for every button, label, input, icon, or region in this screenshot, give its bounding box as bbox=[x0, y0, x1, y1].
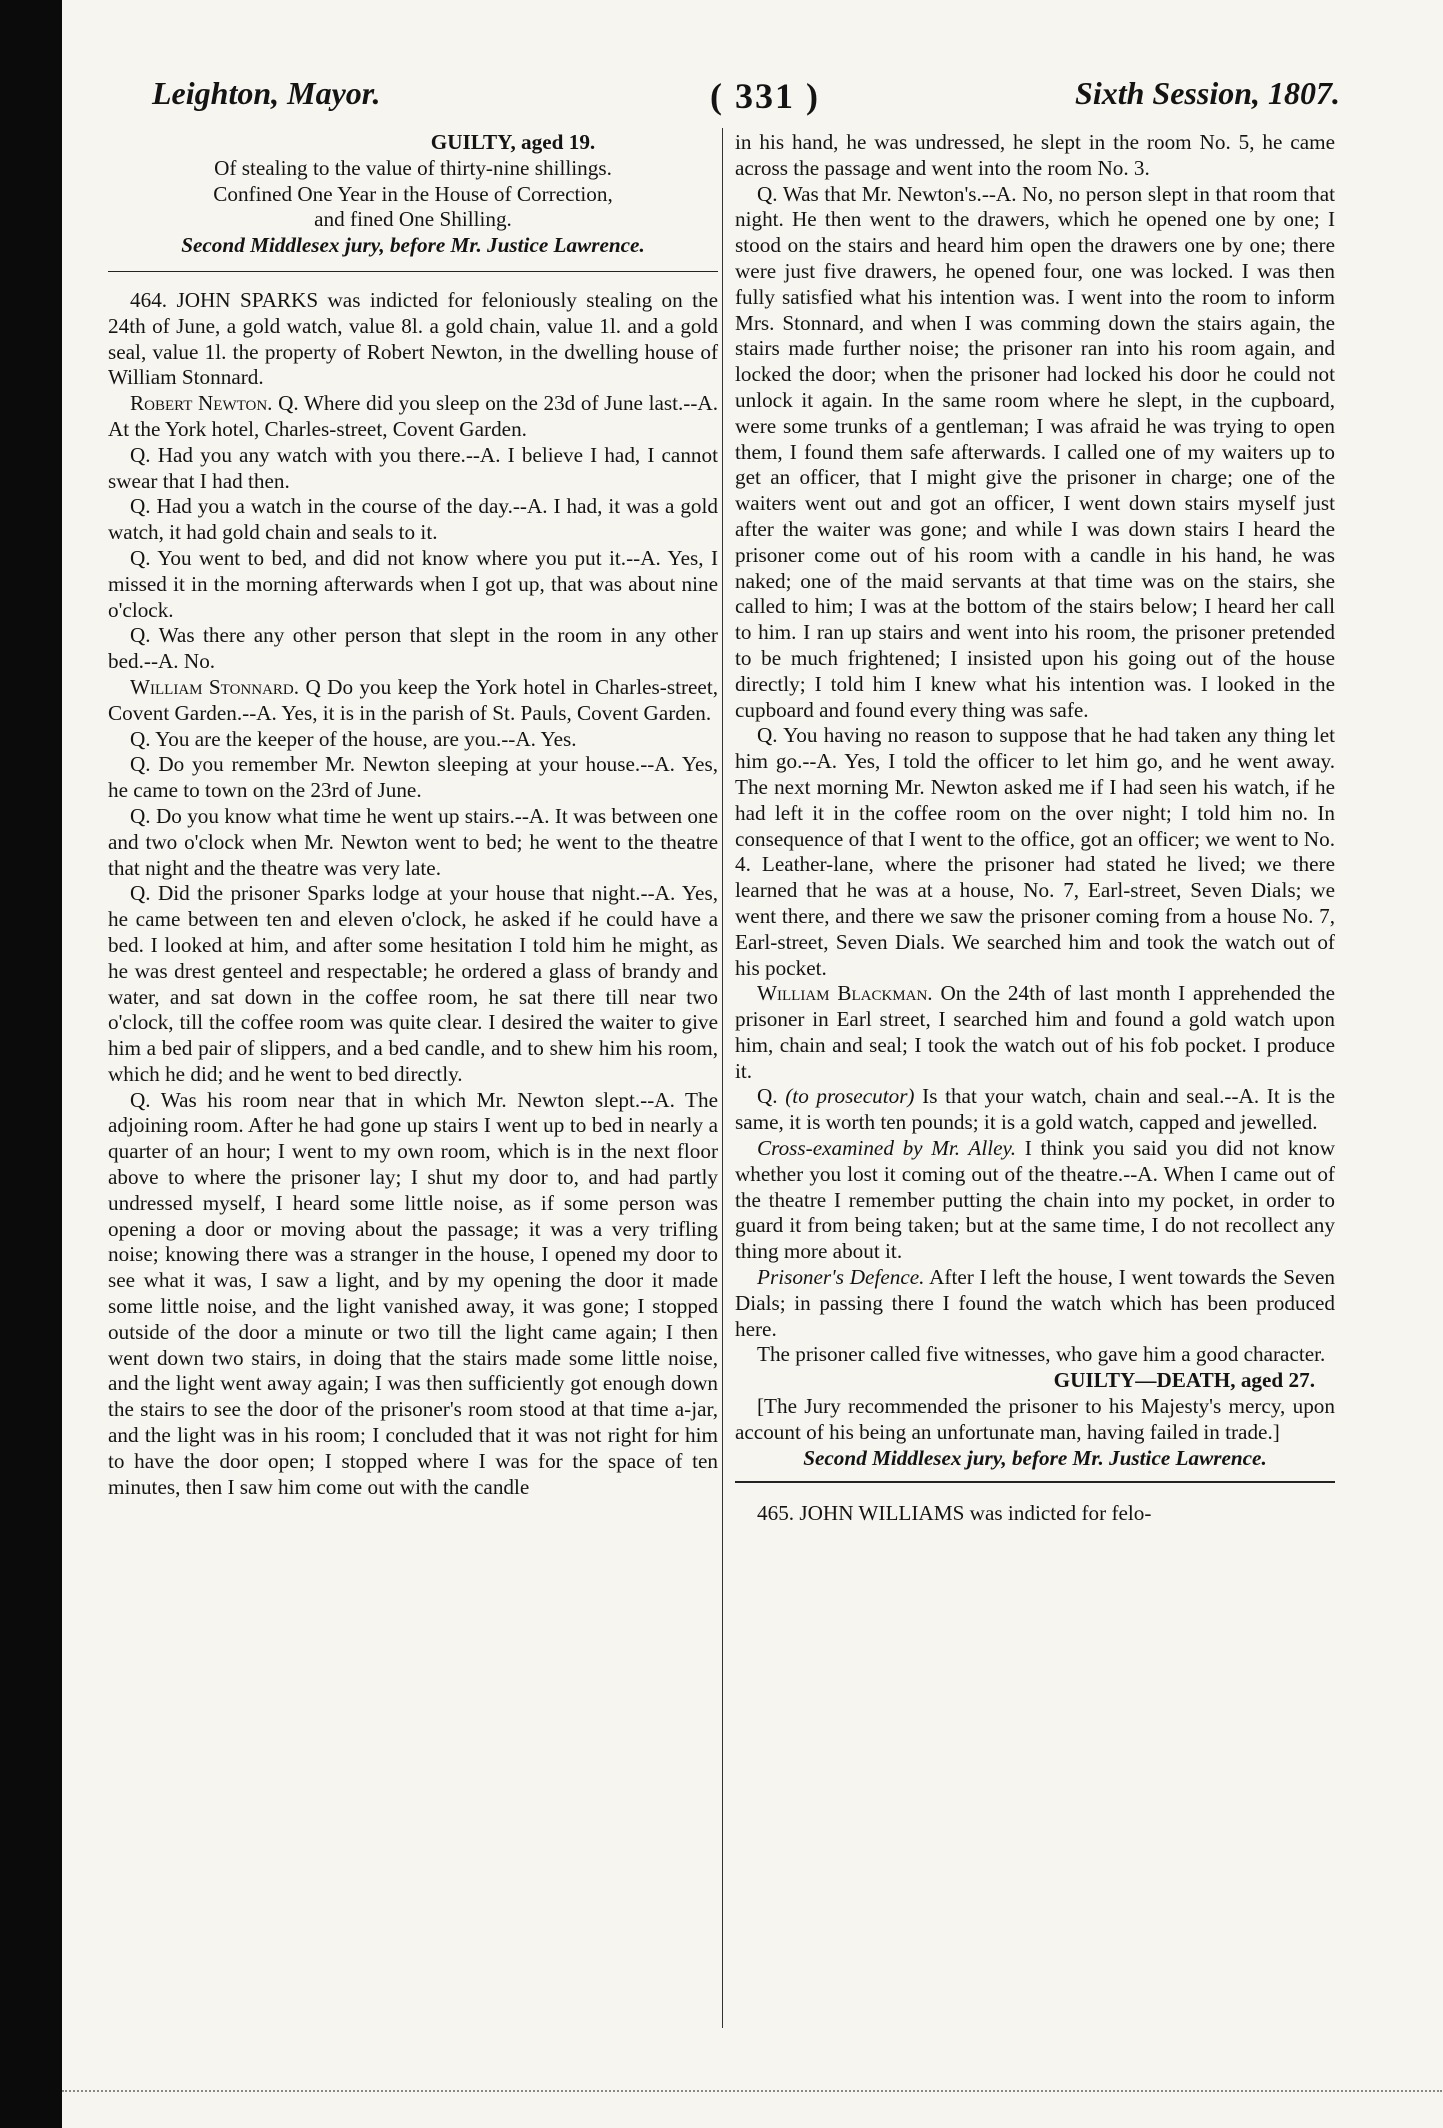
header-mayor: Leighton, Mayor. bbox=[152, 75, 381, 111]
prosecutor-question bbox=[735, 1084, 1335, 1136]
cross-examination-label: Cross-examined by Mr. Alley. bbox=[757, 1136, 1017, 1161]
case-separator bbox=[735, 1481, 1335, 1483]
left-column bbox=[108, 130, 718, 1500]
case-465-indictment: 465. JOHN WILLIAMS was indicted for felo- bbox=[757, 1501, 1152, 1526]
testimony-paragraph: Q. Was there any other person that slept in the room in any other bed.--A. No. bbox=[108, 623, 718, 674]
testimony-paragraph: Q. Do you know what time he went up stairs.--A. It was between one and two o'clock when Mr. Newton went to bed; he went to the theatre that night and the theatre was very late. bbox=[108, 803, 718, 880]
testimony-text: Q Do you keep the York hotel in Charles-street, Covent Garden.--A. Yes, it is in the parish of St. Pauls, Covent Garden. bbox=[108, 674, 719, 725]
testimony-paragraph: Q. You are the keeper of the house, are you.--A. Yes. bbox=[130, 726, 577, 751]
cross-examination bbox=[735, 1136, 1335, 1265]
jury-recommendation: [The Jury recommended the prisoner to his Majesty's mercy, upon account of his being an unfortunate man, having failed in trade.] bbox=[735, 1394, 1335, 1444]
testimony-paragraph: Q. You went to bed, and did not know where you put it.--A. Yes, I missed it in the morning afterwards when I got up, that was about nine o'clock. bbox=[108, 545, 718, 622]
testimony-paragraph: Q. Had you a watch in the course of the day.--A. I had, it was a gold watch, it had gold chain and seals to it. bbox=[108, 494, 718, 545]
case-separator bbox=[108, 271, 718, 272]
testimony-text: I think you said you did not know whether you lost it coming out of the theatre.--A. When I came out of the theatre I remember putting the chain into my pocket, in order to guard it from being taken; but at the same time, I do not recollect any thing more about it. bbox=[735, 1136, 1335, 1264]
testimony-text: On the 24th of last month I apprehended the prisoner in Earl street, I searched him and found a gold watch upon him, chain and seal; I took the watch out of his fob pocket. I produce it. bbox=[735, 981, 1336, 1083]
page-bottom-edge bbox=[62, 2090, 1442, 2102]
stonnard-testimony-start bbox=[108, 675, 718, 727]
testimony-paragraph: Q. Was his room near that in which Mr. Newton slept.--A. The adjoining room. After he had gone up stairs I went up to bed in nearly a quarter of an hour; I went to my own room, which is in the next floor above to where the prisoner lay; I shut my door to, and had partly undressed myself, I heard some little noise, as if some person was opening a door or moving about the passage; it was a very trifling noise; knowing there was a stranger in the house, I opened my door to see what it was, I saw a light, and by my opening the door it made some little noise, and the light vanished away, it was gone; I stopped outside of the door a minute or two till the light came again; I then went down two stairs, in doing that the stairs made some little noise, and the light went away again; I was then sufficiently got enough down the stairs to see the door of the prisoner's room stood at that time a-jar, and the light was in his room; I concluded that it was not right for him to have the door open; I stopped where I was for the space of ten minutes, then I saw him come out with the candle bbox=[108, 1087, 718, 1499]
testimony-paragraph: Q. Was that Mr. Newton's.--A. No, no person slept in that room that night. He then went to the drawers, which he opened one by one; I stood on the stairs and heard him open the drawers one by one; there were just five drawers, he opened four, one was locked. I was then fully satisfied what his intention was. I went into the room to inform Mrs. Stonnard, and when I was comming down the stairs again, the stairs made further noise; the prisoner ran into his room again, and locked the door; when the prisoner had locked his door he could not unlock it again. In the same room where he slept, in the cupboard, were some trunks of a gentleman; I was afraid he was trying to open them, I found them safe afterwards. I called one of my waiters up to get an officer, that I might give the prisoner in charge; one of the waiters went out and got an officer, I went down stairs myself just after the waiter was gone; and while I was down stairs I heard the prisoner come out of his room with a candle in his hand, he was naked; one of the maid servants at that time was on the stairs, she called to him; I was at the bottom of the stairs below; I heard her call to him. I ran up stairs and went into his room, the prisoner pretended to be much frightened; I insisted upon his going out of the house directly; I told him I knew what his intention was. I looked in the cupboard and found every thing was safe. bbox=[735, 181, 1335, 722]
question-marker: Q. bbox=[757, 1084, 778, 1109]
verdict: GUILTY—DEATH, aged 27. bbox=[1053, 1368, 1315, 1393]
prisoner-defence bbox=[735, 1265, 1335, 1342]
testimony-paragraph: Q. Do you remember Mr. Newton sleeping at your house.--A. Yes, he came to town on the 23rd of June. bbox=[108, 752, 718, 803]
page-number: ( 331 ) bbox=[710, 76, 820, 116]
question-addressee: (to prosecutor) bbox=[785, 1084, 915, 1109]
previous-sentence: Confined One Year in the House of Correction, bbox=[213, 181, 613, 206]
jury-line: Second Middlesex jury, before Mr. Justice Lawrence. bbox=[803, 1445, 1267, 1470]
witness-name: William Stonnard. bbox=[130, 674, 300, 699]
column-divider bbox=[722, 128, 723, 2028]
testimony-text: Is that your watch, chain and seal.--A. It is the same, it is worth ten pounds; it is a gold watch, capped and jewelled. bbox=[735, 1084, 1335, 1135]
testimony-text: Q. Where did you sleep on the 23d of June last.--A. At the York hotel, Charles-street, Covent Garden. bbox=[108, 391, 719, 441]
testimony-text: After I left the house, I went towards the Seven Dials; in passing there I found the watch which has been produced here. bbox=[735, 1265, 1335, 1341]
book-binding-edge bbox=[0, 0, 62, 2128]
previous-sentence-cont: and fined One Shilling. bbox=[314, 207, 512, 232]
testimony-paragraph: Q. Had you any watch with you there.--A. I believe I had, I cannot swear that I had then. bbox=[108, 442, 718, 493]
previous-offence: Of stealing to the value of thirty-nine shillings. bbox=[214, 155, 612, 180]
case-464-indictment: 464. JOHN SPARKS was indicted for feloniously stealing on the 24th of June, a gold watch, value 8l. a gold chain, value 1l. and a gold seal, value 1l. the property of Robert Newton, in the dwelling house of William Stonnard. bbox=[108, 287, 718, 390]
newton-testimony-start bbox=[108, 391, 718, 443]
header-session: Sixth Session, 1807. bbox=[1075, 75, 1340, 111]
witness-name: William Blackman. bbox=[757, 981, 933, 1006]
testimony-continuation: in his hand, he was undressed, he slept in the room No. 5, he came across the passage and went into the room No. 3. bbox=[735, 130, 1335, 180]
previous-verdict: GUILTY, aged 19. bbox=[430, 130, 596, 154]
witness-name: Robert Newton. bbox=[130, 391, 273, 416]
defence-label: Prisoner's Defence. bbox=[757, 1265, 925, 1290]
character-witnesses: The prisoner called five witnesses, who gave him a good character. bbox=[757, 1342, 1326, 1367]
blackman-testimony bbox=[735, 981, 1335, 1084]
page-header bbox=[110, 75, 1340, 135]
testimony-paragraph: Q. Did the prisoner Sparks lodge at your house that night.--A. Yes, he came between ten and eleven o'clock, he asked if he could have a bed. I looked at him, and after some hesitation I told him he might, as he was drest genteel and respectable; he ordered a glass of brandy and water, and sat down in the coffee room, he sat there till near two o'clock, till the coffee room was quite clear. I desired the waiter to give him a bed pair of slippers, and a bed candle, and to shew him his room, which he did; and he went to bed directly. bbox=[108, 881, 718, 1086]
testimony-paragraph: Q. You having no reason to suppose that he had taken any thing let him go.--A. Yes, I told the officer to let him go, and he went away. The next morning Mr. Newton asked me if I had seen his watch, if he had left it in the coffee room on the over night; I told him no. In consequence of that I went to the office, got an officer; we went to No. 4. Leather-lane, where the prisoner had stated he lived; we there learned that he was at a house, No. 7, Earl-street, Seven Dials; we went there, and there we saw the prisoner coming from a house No. 7, Earl-street, Seven Dials. We searched him and took the watch out of his pocket. bbox=[735, 723, 1335, 980]
previous-jury: Second Middlesex jury, before Mr. Justice Lawrence. bbox=[181, 233, 645, 258]
right-column bbox=[735, 130, 1335, 1527]
